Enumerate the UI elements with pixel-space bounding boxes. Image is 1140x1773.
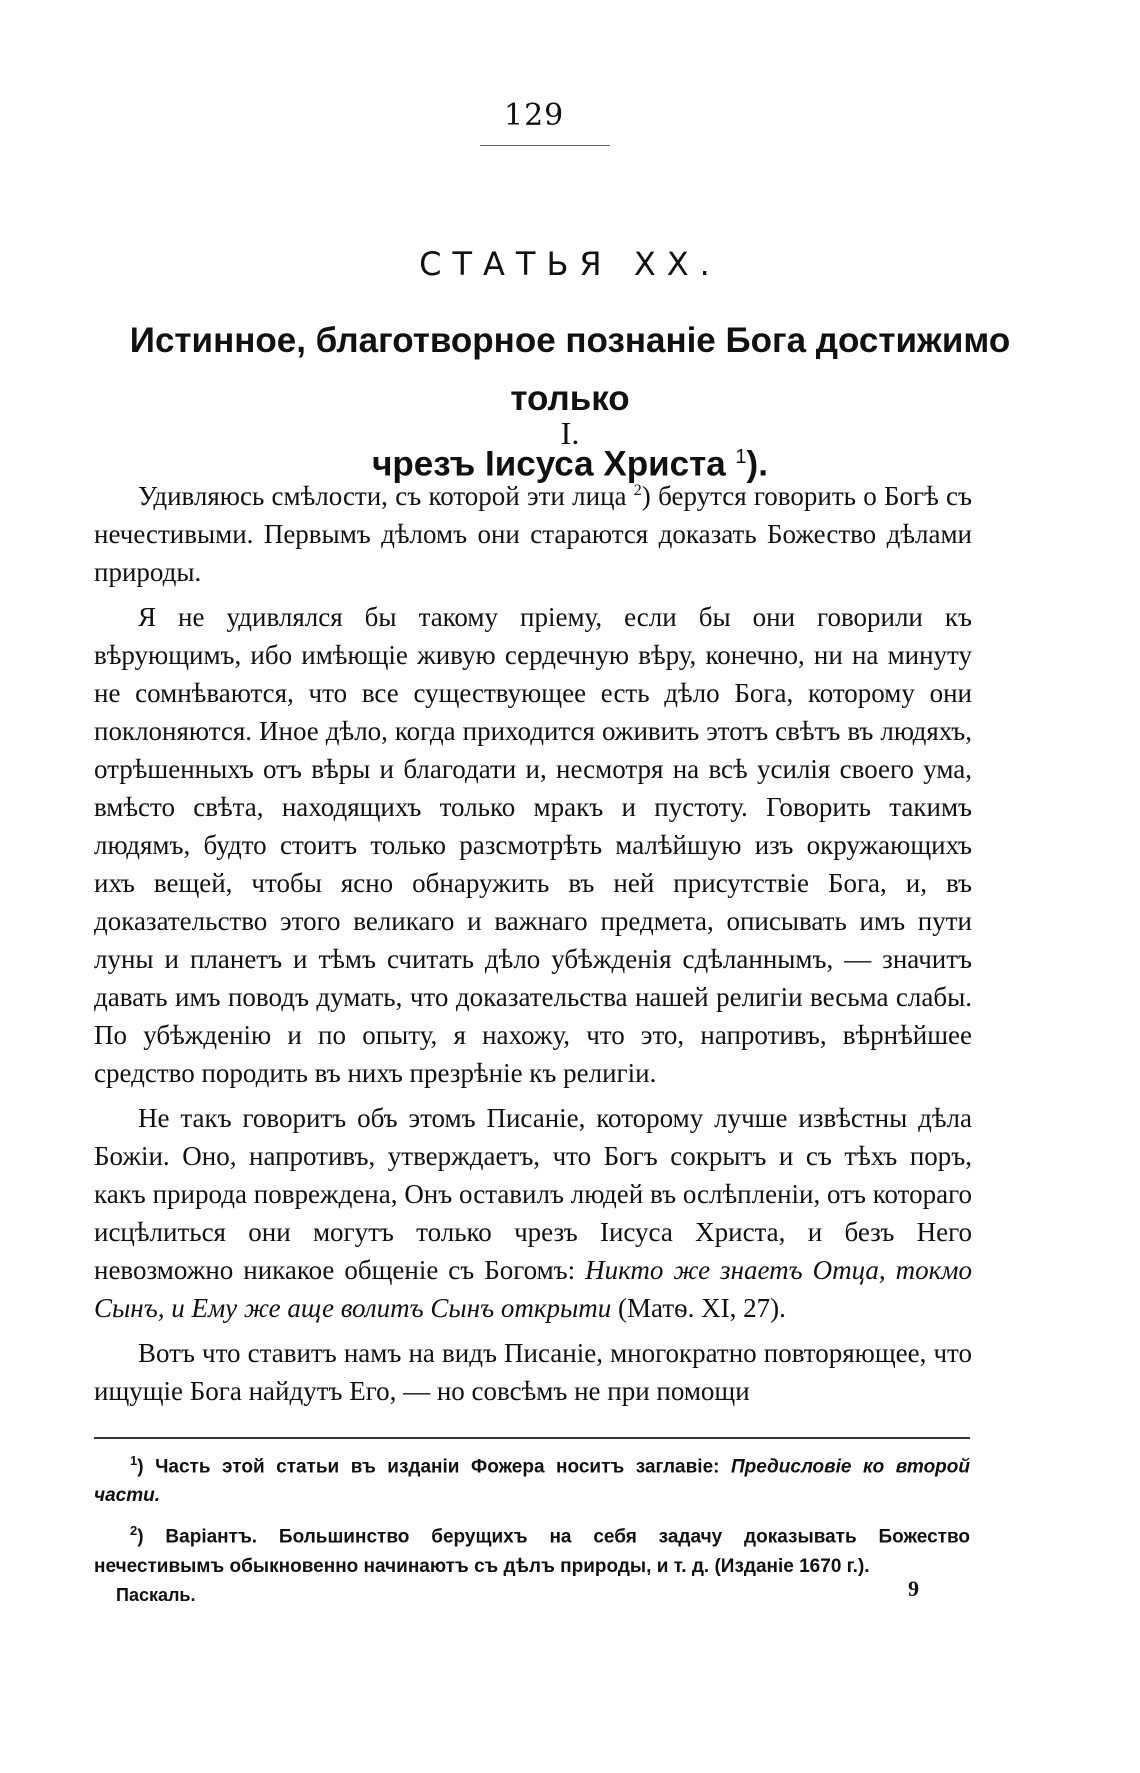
- footnote-2-text: ) Варіантъ. Большинство берущихъ на себя задачу доказывать Божество нечестивымъ обыкновенно начинаютъ съ дѣлъ природы, и т. д. (Изданіе 1670 г.).: [94, 1526, 970, 1577]
- paragraph-2: Я не удивлялся бы такому пріему, если бы они говорили къ вѣрующимъ, ибо имѣющіе живую сердечную вѣру, конечно, ни на минуту не сомнѣваются, что все существующее есть дѣло Бога, которому они поклоняются. Иное дѣло, когда приходится оживить этотъ свѣтъ въ людяхъ, отрѣшенныхъ отъ вѣры и благодати и, несмотря на всѣ усилія своего ума, вмѣсто свѣта, находящихъ только мракъ и пустоту. Говорить такимъ людямъ, будто стоитъ только разсмотрѣть малѣйшую изъ окружающихъ ихъ вещей, чтобы ясно обнаружить въ ней присутствіе Бога, и, въ доказательство этого великаго и важнаго предмета, описывать имъ пути луны и планетъ и тѣмъ считать дѣло убѣжденія сдѣланнымъ, — значитъ давать имъ поводъ думать, что доказательства нашей религіи весьма слабы. По убѣжденію и по опыту, я нахожу, что это, напротивъ, вѣрнѣйшее средство породить въ нихъ презрѣніе къ религіи.: [94, 602, 972, 1088]
- body-text: [94, 472, 972, 1417]
- footnote-2-mark: 2: [130, 1523, 138, 1539]
- paragraph-1-end: ) берутся говорить о Богѣ съ нечестивыми. Первымъ дѣломъ они стараются доказать Божество дѣлами природы.: [94, 481, 972, 587]
- scripture-reference: (Матѳ. XI, 27).: [611, 1293, 786, 1323]
- page-number: 129: [504, 98, 565, 133]
- article-title-line-2: чрезъ Іисуса Христа: [372, 444, 726, 484]
- footnote-2: [94, 1516, 970, 1580]
- footnote-divider: [94, 1437, 970, 1439]
- paragraph-1-start: Удивляюсь смѣлости, съ которой эти лица: [138, 481, 634, 511]
- article-title-end: ).: [746, 444, 768, 484]
- scripture-quote: Никто же знаетъ Отца, токмо Сынъ, и Ему же аще волитъ Сынъ открыти: [94, 1255, 972, 1323]
- paragraph-3: [94, 1099, 972, 1327]
- footnote-1: [94, 1446, 970, 1510]
- article-title: [70, 312, 1070, 494]
- article-title-line-1: Истинное, благотворное познаніе Бога достижимо только: [129, 321, 1011, 418]
- signature-mark: 9: [908, 1576, 919, 1601]
- section-heading: СТАТЬЯ XX.: [419, 245, 721, 283]
- footnote-ref-2: 2: [633, 482, 642, 499]
- footnotes: [94, 1446, 970, 1587]
- footer-author: Паскаль.: [116, 1585, 196, 1605]
- footnote-1-text: ) Часть этой статьи въ изданіи Фожера носитъ заглавіе:: [137, 1456, 731, 1478]
- part-numeral: I.: [560, 415, 580, 451]
- footnote-ref-1: 1: [735, 446, 747, 468]
- paragraph-1: [94, 472, 972, 591]
- paragraph-4: Вотъ что ставитъ намъ на видъ Писаніе, многократно повторяющее, что ищущіе Бога найдутъ Его, — но совсѣмъ не при помощи: [94, 1338, 972, 1406]
- footnote-1-title: Предисловіе ко второй части.: [94, 1456, 970, 1507]
- footnote-1-mark: 1: [130, 1453, 138, 1468]
- page-number-rule: [480, 145, 610, 146]
- paragraph-3-text: Не такъ говоритъ объ этомъ Писаніе, которому лучше извѣстны дѣла Божіи. Оно, напротивъ, утверждаетъ, что Богъ сокрытъ и съ тѣхъ поръ, какъ природа повреждена, Онъ оставилъ людей въ ослѣпленіи, отъ котораго исцѣлиться они могутъ только чрезъ Іисуса Христа, и безъ Него невозможно никакое общеніе съ Богомъ:: [94, 1103, 972, 1285]
